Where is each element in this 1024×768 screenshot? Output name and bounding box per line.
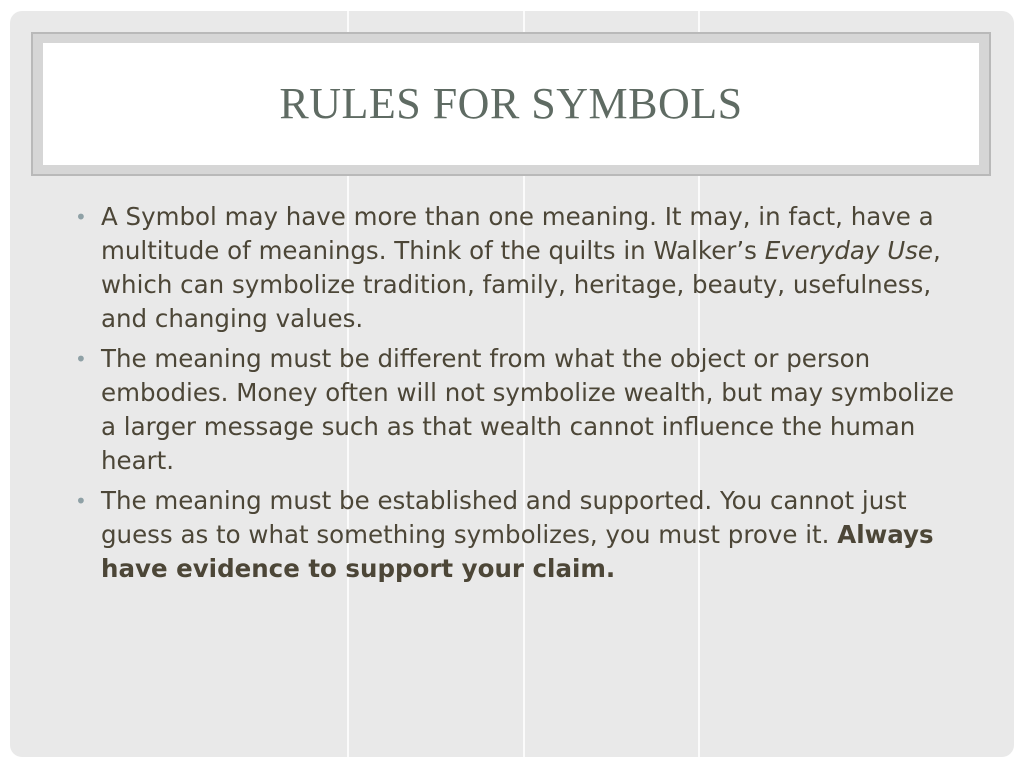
book-title: Everyday Use (764, 236, 933, 265)
bullet-item (75, 342, 975, 478)
bullet-text: , which can symbolize tradition, family, heritage, beauty, usefulness, and changing values. (101, 236, 941, 333)
bullet-text: The meaning must be established and supported. You cannot just guess as to what something symbolizes, you must prove it. (101, 486, 907, 549)
title-box (43, 43, 979, 165)
bullet-text: A Symbol may have more than one meaning. It may, in fact, have a multitude of meanings. Think of the quilts in Walker’s (101, 202, 934, 265)
bullet-item (75, 484, 975, 586)
bullet-list (75, 200, 975, 592)
slide (10, 11, 1014, 757)
bullet-text: The meaning must be different from what the object or person embodies. Money often will not symbolize wealth, but may symbolize a larger message such as that wealth cannot influence the human heart. (101, 344, 955, 475)
bullet-item (75, 200, 975, 336)
slide-title: RULES FOR SYMBOLS (279, 79, 743, 128)
bullet-icon: • (75, 205, 87, 229)
bullet-icon: • (75, 347, 87, 371)
emphasis-text: Always have evidence to support your claim. (101, 520, 934, 583)
bullet-icon: • (75, 489, 87, 513)
title-frame (31, 32, 991, 176)
